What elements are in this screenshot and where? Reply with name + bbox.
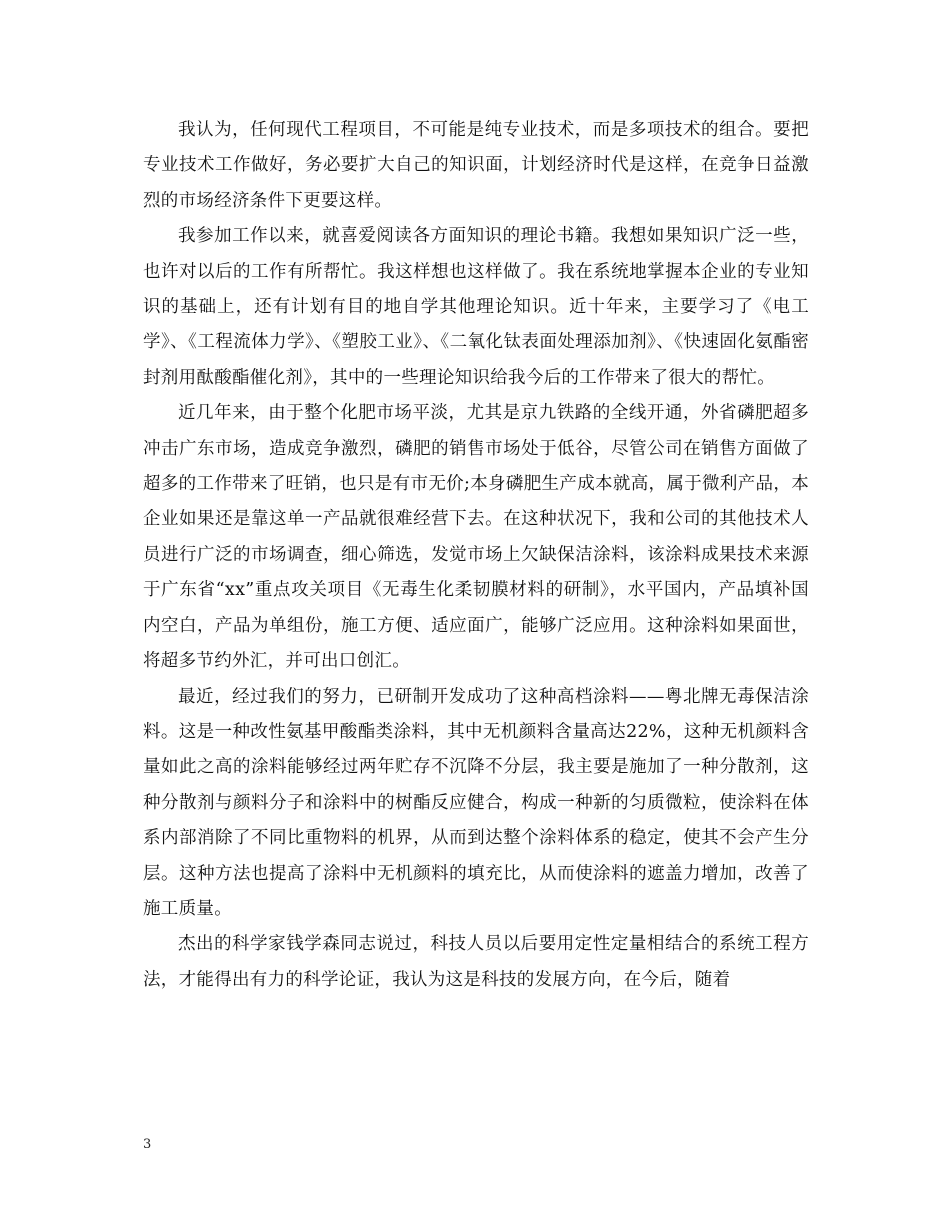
paragraph-2: 我参加工作以来，就喜爱阅读各方面知识的理论书籍。我想如果知识广泛一些，也许对以后的工作有所帮忙。我这样想也这样做了。我在系统地掌握本企业的专业知识的基础上，还有计划有目的地自学其他理论知识。近十年来，主要学习了《电工学》、《工程流体力学》、《塑胶工业》、《二氧化钛表面处理添加剂》、《快速固化氨酯密封剂用酞酸酯催化剂》，其中的一些理论知识给我今后的工作带来了很大的帮忙。 [143, 226, 809, 388]
paragraph-3: 近几年来，由于整个化肥市场平淡，尤其是京九铁路的全线开通，外省磷肥超多冲击广东市场，造成竞争激烈，磷肥的销售市场处于低谷，尽管公司在销售方面做了超多的工作带来了旺销，也只是有市无价;本身磷肥生产成本就高，属于微利产品，本企业如果还是靠这单一产品就很难经营下去。在这种状况下，我和公司的其他技术人员进行广泛的市场调查，细心筛选，发觉市场上欠缺保洁涂料，该涂料成果技术来源于广东省“xx”重点攻关项目《无毒生化柔韧膜材料的研制》，水平国内，产品填补国内空白，产品为单组份，施工方便、适应面广，能够广泛应用。这种涂料如果面世，将超多节约外汇，并可出口创汇。 [143, 403, 809, 672]
paragraph-5: 杰出的科学家钱学森同志说过，科技人员以后要用定性定量相结合的系统工程方法，才能得出有力的科学论证，我认为这是科技的发展方向，在今后，随着 [143, 934, 809, 990]
page-number: 3 [143, 1137, 152, 1152]
body-text [143, 113, 809, 998]
paragraph-4: 最近，经过我们的努力，已研制开发成功了这种高档涂料——粤北牌无毒保洁涂料。这是一种改性氨基甲酸酯类涂料，其中无机颜料含量高达22%，这种无机颜料含量如此之高的涂料能够经过两年贮存不沉降不分层，我主要是施加了一种分散剂，这种分散剂与颜料分子和涂料中的树酯反应健合，构成一种新的匀质微粒，使涂料在体系内部消除了不同比重物料的机界，从而到达整个涂料体系的稳定，使其不会产生分层。这种方法也提高了涂料中无机颜料的填充比，从而使涂料的遮盖力增加，改善了施工质量。 [143, 686, 809, 919]
paragraph-1: 我认为，任何现代工程项目，不可能是纯专业技术，而是多项技术的组合。要把专业技术工作做好，务必要扩大自己的知识面，计划经济时代是这样，在竞争日益激烈的市场经济条件下更要这样。 [143, 120, 809, 211]
